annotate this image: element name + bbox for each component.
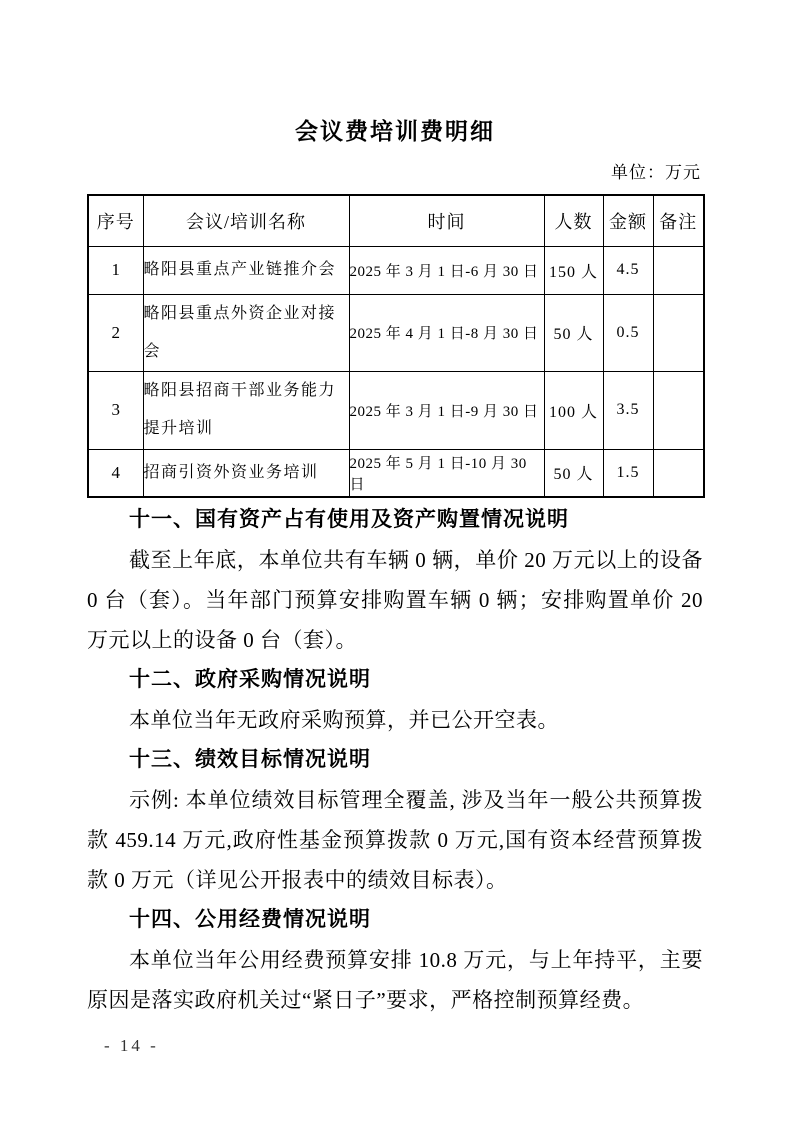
cell-note	[653, 246, 704, 294]
section-14-line: 原因是落实政府机关过“紧日子”要求，严格控制预算经费。	[87, 988, 645, 1012]
section-14-line: 本单位当年公用经费预算安排 10.8 万元，与上年持平，主要	[129, 948, 703, 972]
cell-time: 2025 年 3 月 1 日-6 月 30 日	[349, 246, 544, 294]
header-note: 备注	[653, 195, 704, 246]
cell-note	[653, 294, 704, 371]
cell-no: 4	[88, 449, 143, 497]
table-row	[88, 371, 704, 449]
cell-no: 2	[88, 294, 143, 371]
cell-time: 2025 年 3 月 1 日-9 月 30 日	[349, 371, 544, 449]
section-12-line: 本单位当年无政府采购预算，并已公开空表。	[129, 708, 559, 732]
cell-time: 2025 年 4 月 1 日-8 月 30 日	[349, 294, 544, 371]
page-number: - 14 -	[104, 1036, 159, 1055]
unit-note: 单位：万元	[611, 163, 701, 182]
cell-name: 招商引资外资业务培训	[143, 449, 349, 497]
section-11-line: 0 台（套）。当年部门预算安排购置车辆 0 辆；安排购置单价 20	[87, 588, 703, 612]
cell-amount: 3.5	[603, 371, 653, 449]
header-time: 时间	[349, 195, 544, 246]
section-11-line: 万元以上的设备 0 台（套）。	[87, 628, 357, 652]
cell-people: 50 人	[544, 449, 603, 497]
table-header-row	[88, 195, 704, 246]
section-13-line: 示例: 本单位绩效目标管理全覆盖, 涉及当年一般公共预算拨	[129, 788, 703, 812]
meeting-training-fee-table	[87, 194, 705, 498]
content-block	[87, 0, 703, 1020]
cell-name: 略阳县招商干部业务能力提升培训	[143, 371, 349, 449]
cell-amount: 4.5	[603, 246, 653, 294]
section-13-line: 款 0 万元（详见公开报表中的绩效目标表）。	[87, 868, 508, 892]
cell-amount: 1.5	[603, 449, 653, 497]
section-11-heading: 十一、国有资产占有使用及资产购置情况说明	[129, 508, 569, 531]
section-11-line: 截至上年底，本单位共有车辆 0 辆，单价 20 万元以上的设备	[129, 548, 703, 572]
cell-name: 略阳县重点外资企业对接会	[143, 294, 349, 371]
cell-people: 50 人	[544, 294, 603, 371]
text-sections	[87, 500, 703, 1020]
cell-no: 3	[88, 371, 143, 449]
table-row	[88, 449, 704, 497]
cell-people: 100 人	[544, 371, 603, 449]
table-row	[88, 294, 704, 371]
cell-note	[653, 371, 704, 449]
page-title: 会议费培训费明细	[295, 119, 495, 144]
header-name: 会议/培训名称	[143, 195, 349, 246]
table-row	[88, 246, 704, 294]
section-13-heading: 十三、绩效目标情况说明	[129, 748, 371, 771]
section-14-heading: 十四、公用经费情况说明	[129, 908, 371, 931]
cell-people: 150 人	[544, 246, 603, 294]
header-no: 序号	[88, 195, 143, 246]
section-13-line: 款 459.14 万元,政府性基金预算拨款 0 万元,国有资本经营预算拨	[87, 828, 703, 852]
section-12-heading: 十二、政府采购情况说明	[129, 668, 371, 691]
cell-note	[653, 449, 704, 497]
header-amount: 金额	[603, 195, 653, 246]
header-people: 人数	[544, 195, 603, 246]
cell-amount: 0.5	[603, 294, 653, 371]
cell-name: 略阳县重点产业链推介会	[143, 246, 349, 294]
cell-time: 2025 年 5 月 1 日-10 月 30 日	[349, 449, 544, 497]
cell-no: 1	[88, 246, 143, 294]
